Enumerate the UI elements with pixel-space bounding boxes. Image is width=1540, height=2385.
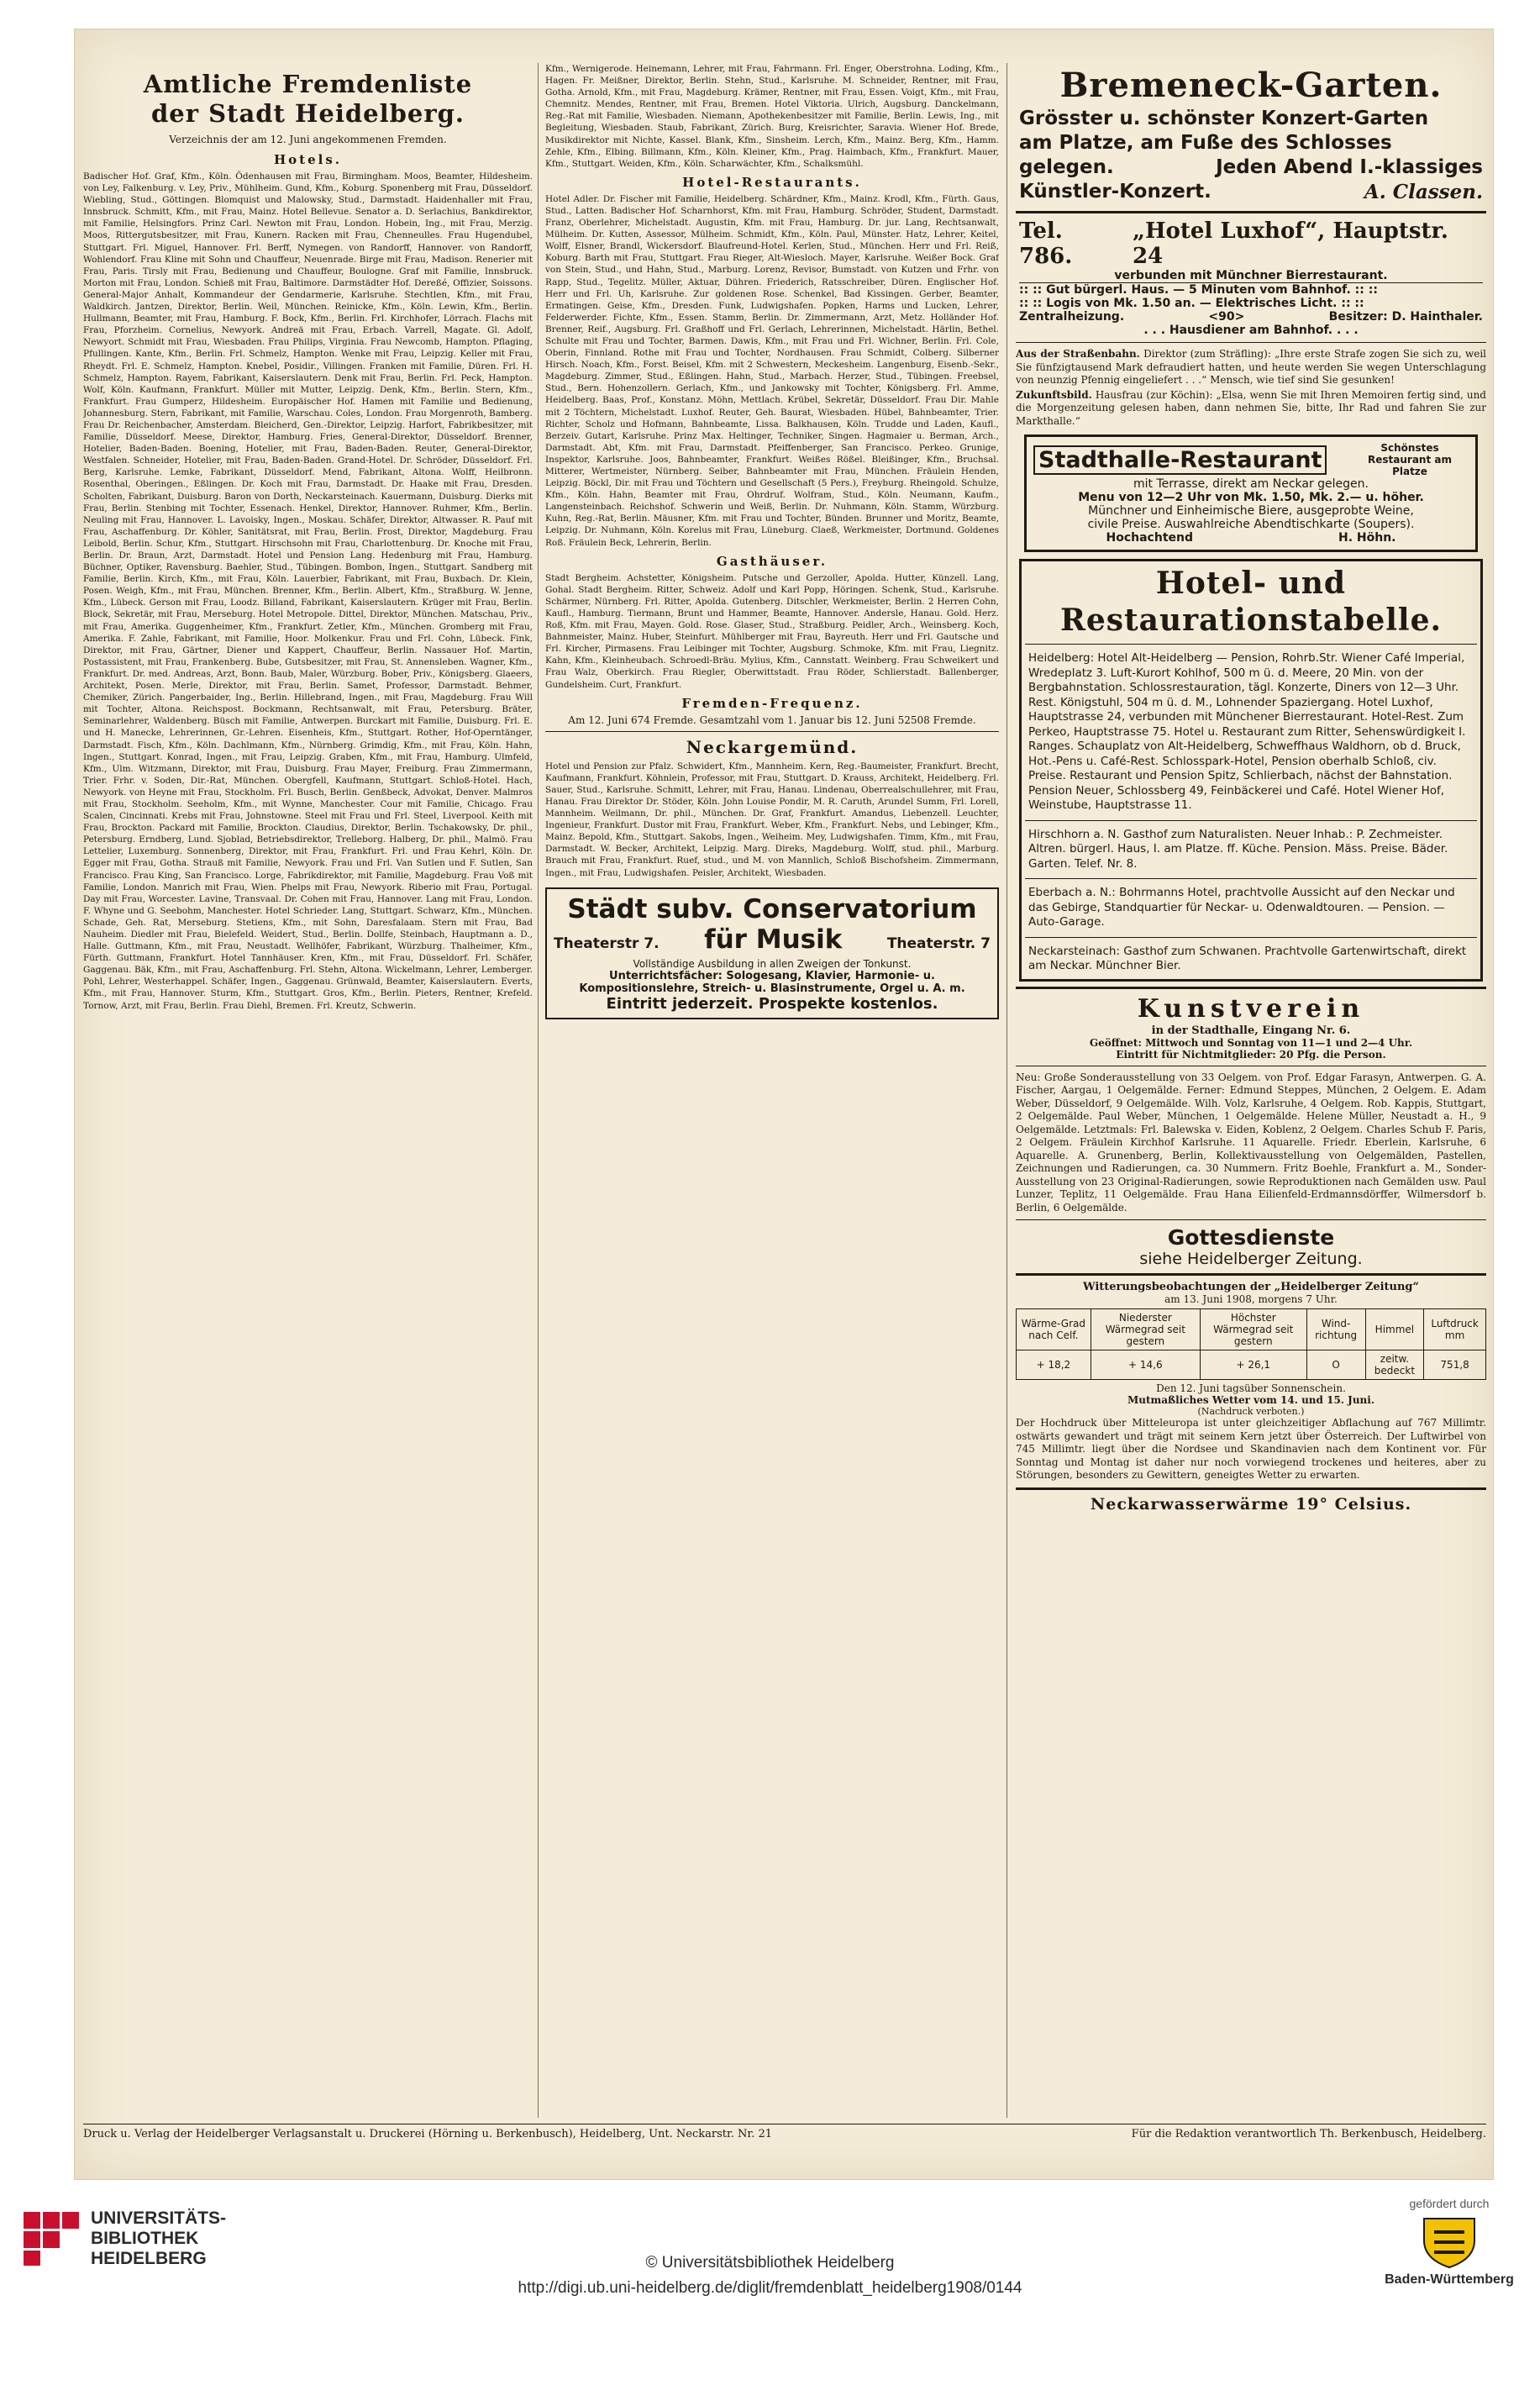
bremeneck-title: Bremeneck-Garten. xyxy=(1059,66,1443,105)
bremeneck-line1: Grösster u. schönster Konzert-Garten xyxy=(1019,108,1429,129)
gottesdienste-subtitle: siehe Heidelberger Zeitung. xyxy=(1139,1250,1363,1268)
luxhof-line5: . . . Hausdiener am Bahnhof. . . . xyxy=(1143,324,1359,337)
kunstverein-admission: Eintritt für Nichtmitglieder: 20 Pfg. die Person. xyxy=(1116,1048,1386,1061)
funding-logo xyxy=(1369,2197,1529,2288)
conservatory-description: Vollständige Ausbildung in allen Zweigen der Tonkunst. xyxy=(633,957,912,970)
column-rule xyxy=(538,63,539,2118)
stadthalle-line1: mit Terrasse, direkt am Neckar gelegen. xyxy=(1133,477,1369,491)
hotel-table-box xyxy=(1019,559,1483,982)
anecdote-text-1: Direktor (zum Sträfling): „Ihre erste Strafe zogen Sie sich zu, weil Sie fünfzigtausend Mark defraudiert hatten, und heute werden Sie wegen Unterschlagung von neunzig Pfennig eingeliefert . . .“ Mensch, wie tief sind Sie gesunken! xyxy=(1016,348,1486,386)
weather-value-cell: + 18,2 xyxy=(1017,1350,1091,1380)
digitization-footer xyxy=(0,2192,1540,2385)
divider xyxy=(1016,987,1486,989)
hirschhorn-listing: Hirschhorn a. N. Gasthof zum Naturalisten. Neuer Inhab.: P. Zechmeister. Altren. bürgerl. Haus, I. am Platze. ff. Küche. Pension. Mäss. Preise. Bäder. Garten. Telef. Nr. 8. xyxy=(1028,827,1448,871)
divider xyxy=(545,731,999,732)
conservatory-address-left: Theaterstr 7. xyxy=(554,935,660,952)
luxhof-line2: :: :: Gut bürgerl. Haus. — 5 Minuten vom Bahnhof. :: :: xyxy=(1019,283,1378,297)
stadthalle-tagline: Schönstes Restaurant am Platze xyxy=(1368,442,1452,477)
stadthalle-sign-right: H. Höhn. xyxy=(1338,531,1396,545)
gottesdienste-title: Gottesdienste xyxy=(1167,1225,1335,1250)
luxhof-owner: Besitzer: D. Hainthaler. xyxy=(1328,310,1483,324)
hotel-table-title-line2: Restaurationstabelle. xyxy=(1059,603,1443,638)
neckarsteinach-listing: Neckarsteinach: Gasthof zum Schwanen. Prachtvolle Gartenwirtschaft, direkt am Neckar. Münchner Bier. xyxy=(1028,944,1467,972)
weather-header-cell: Luftdruck mm xyxy=(1424,1309,1486,1350)
frequency-text: Am 12. Juni 674 Fremde. Gesamtzahl vom 1. Januar bis 12. Juni 52508 Fremde. xyxy=(568,713,976,726)
hotel-table-title: Hotel- und xyxy=(1155,566,1347,601)
weather-header-cell: Wind-richtung xyxy=(1306,1309,1365,1350)
library-name-line3: HEIDELBERG xyxy=(91,2249,207,2268)
stadthalle-line4: civile Preise. Auswahlreiche Abendtischkarte (Soupers). xyxy=(1087,518,1415,531)
bremeneck-owner: A. Classen. xyxy=(1364,181,1483,203)
library-name-line2: BIBLIOTHEK xyxy=(91,2229,199,2248)
funding-label: gefördert durch xyxy=(1409,2197,1490,2210)
luxhof-name: „Hotel Luxhof“, Hauptstr. 24 xyxy=(1133,218,1448,269)
divider xyxy=(1016,1273,1486,1276)
column-middle xyxy=(545,63,999,2118)
bremeneck-ad xyxy=(1016,63,1486,206)
luxhof-ad xyxy=(1016,218,1486,337)
weather-subtitle: am 13. Juni 1908, morgens 7 Uhr. xyxy=(1164,1293,1338,1305)
anecdote-title-2: Zukunftsbild. xyxy=(1016,388,1092,401)
column-right xyxy=(1016,63,1486,2118)
conservatory-address-right: Theaterstr. 7 xyxy=(886,935,991,952)
guesthouse-guest-list: Stadt Bergheim. Achstetter, Königsheim. Putsche und Gerzoller, Apolda. Hutter, Künzell. Lang, Gohal. Stadt Bergheim. Ritter, Schweiz. Adolf und Karl Popp, Höringen. Schenk, Stud., Karlsruhe. Schärmer, Nürnberg. Frl. Ritter, Apolda. Gutenberg. Ditschler, Werkmeister, Berlin. 2 Herren Cohn, Kaufl., Hamburg. Tiermann, Brunt und Hammer, Beamte, Hannover. Andersle, Hanau. Gold. Herz. Roß, Kfm. mit Frau, Mayen. Gold. Rose. Glaser, Stud., Straßburg. Peidler, Arch., Weinsberg. Koch, Bahnmeister, Mainz. Huber, Steinfurt. Mühlberger mit Frau, Bayreuth. Herr und Frl. Gautsche und Frl. Kircher, Pirmasens. Frau Leibinger mit Tochter, Augsburg. Schmoke, Kfm. mit Frau, Liegnitz. Kahn, Kfm., Kleinheubach. Schroedl-Bräu. Mylius, Kfm., Cannstatt. Weinberg. Frau Schweikert und Frau Walz, Oberkirch. Frau Riegler, Oberwittstadt. Frau Röder, Schlierstadt. Ballenberger, Gundelsheim. Curt, Frankfurt. xyxy=(545,572,999,690)
weather-value-cell: zeitw. bedeckt xyxy=(1365,1350,1424,1380)
page-title-line2: der Stadt Heidelberg. xyxy=(151,99,465,128)
weather-value-cell: 751,8 xyxy=(1424,1350,1486,1380)
imprint-editor: Für die Redaktion verantwortlich Th. Berkenbusch, Heidelberg. xyxy=(1131,2128,1486,2140)
weather-header-cell: Himmel xyxy=(1365,1309,1424,1350)
conservatory-entry: Eintritt jederzeit. Prospekte kostenlos. xyxy=(606,994,938,1013)
weather-value-cell: + 26,1 xyxy=(1200,1350,1306,1380)
luxhof-tel: Tel. 786. xyxy=(1019,218,1073,269)
kunstverein-title: Kunstverein xyxy=(1137,993,1365,1024)
divider xyxy=(1025,878,1477,879)
anecdote-title-1: Aus der Straßenbahn. xyxy=(1016,348,1140,360)
kunstverein-location: in der Stadthalle, Eingang Nr. 6. xyxy=(1151,1024,1351,1037)
bremeneck-line2: am Platze, am Fuße des Schlosses xyxy=(1019,132,1392,154)
weather-forecast-text: Der Hochdruck über Mitteleuropa ist unter gleichzeitiger Abflachung auf 767 Millimtr. ostwärts gewandert und trägt mit seinem Kern jetzt über Österreich. Der Luftwirbel von 745 Millimtr. liegt über die Nordsee und Skandinavien nach dem Kontinent vor. Für Sonntag und Montag ist daher nur noch vorwiegend trockenes und heiteres, aber zu Störungen, besonders zu Gewittern, geneigtes Wetter zu erwarten. xyxy=(1016,1417,1486,1481)
page-title: Amtliche Fremdenliste xyxy=(143,70,473,98)
section-heading-neckargemuend: Neckargemünd. xyxy=(686,736,859,757)
copyright-notice: © Universitätsbibliothek Heidelberg xyxy=(645,2254,895,2272)
weather-sunshine: Den 12. Juni tagsüber Sonnenschein. xyxy=(1156,1382,1346,1394)
conservatory-subjects: Unterrichtsfächer: Sologesang, Klavier, Harmonie- u. Kompositionslehre, Streich- u. Blasinstrumente, Orgel u. A. m. xyxy=(579,969,965,995)
stadthalle-line2: Menu von 12—2 Uhr von Mk. 1.50, Mk. 2.— u. höher. xyxy=(1078,491,1424,504)
luxhof-mark: <90> xyxy=(1208,310,1245,324)
luxhof-line1: verbunden mit Münchner Bierrestaurant. xyxy=(1019,269,1483,283)
divider xyxy=(1016,1219,1486,1220)
conservatory-name: Städt subv. Conservatorium xyxy=(567,893,977,924)
section-heading-frequency: Fremden-Frequenz. xyxy=(681,695,863,711)
bremeneck-line4: Künstler-Konzert. xyxy=(1019,181,1212,203)
imprint-printer: Druck u. Verlag der Heidelberger Verlagsanstalt u. Druckerei (Hörning u. Berkenbusch), Heidelberg, Unt. Neckarstr. Nr. 21 xyxy=(83,2128,773,2140)
column-left xyxy=(83,63,533,2118)
divider xyxy=(1025,937,1477,938)
section-heading-hotels: Hotels. xyxy=(273,152,342,167)
section-heading-guesthouses: Gasthäuser. xyxy=(716,553,828,569)
stadthalle-name: Stadthalle-Restaurant xyxy=(1033,445,1327,475)
kunstverein-exhibitions: Neu: Große Sonderausstellung von 33 Oelgem. von Prof. Edgar Farasyn, Antwerpen. G. A. Fischer, Aargau, 1 Oelgemälde. Ferner: Edmund Steppes, München, 2 Oelgem. E. Adam Weber, Düsseldorf, 9 Oelgemälde. Wilh. Volz, Karlsruhe, 4 Oelgem. Rob. Kappis, Stuttgart, 2 Oelgemälde. Paul Weber, München, 1 Oelgemälde. Helene Müller, Neustadt a. H., 9 Oelgemälde. Letztmals: Frl. Balewska v. Eiden, Koblenz, 2 Oelgem. Charles Schub F. Paris, 2 Oelgem. Fräulein Kirchhof Karlsruhe. 11 Aquarelle. Friedr. Eberlein, Karlsruhe, 6 Aquarelle. A. Grunenberg, Berlin, Kollektivausstellung von Oelgemälden, Pastellen, Zeichnungen und Radierungen, ca. 30 Nummern. Fritz Boehle, Frankfurt a. M., Sonder-Ausstellung von 23 Original-Radierungen, sowie Reproduktionen nach Gemälden usw. Paul Lunzer, Teplitz, 11 Oelgemälde. Frau Hana Eilienfeld-Erdmannsdörffer, Wilmersdorf b. Berlin, 6 Oelgemälde. xyxy=(1016,1071,1486,1214)
bremeneck-line3-right: Jeden Abend I.-klassiges xyxy=(1216,156,1483,178)
weather-forecast-title: Mutmaßliches Wetter vom 14. und 15. Juni. xyxy=(1127,1394,1375,1406)
heidelberg-listing: Heidelberg: Hotel Alt-Heidelberg — Pension, Rohrb.Str. Wiener Café Imperial, Wredeplatz 3. Luft-Kurort Kohlhof, 500 m ü. d. Meere, 20 Min. von der Bergbahnstation. Schlossrestauration, tägl. Konzerte, Diners von 12—3 Uhr. Rest. Königstuhl, 504 m ü. d. M., Lohnender Spaziergang. Hotel Luxhof, Hauptstrasse 24, verbunden mit Münchener Bierrestaurant. Hotel-Rest. Zum Perkeo, Hauptstrasse 75. Hotel u. Restaurant zum Ritter, Sehenswürdigkeit I. Ranges. Schauplatz von Alt-Heidelberg, Schweffhaus Waldhorn, ob d. Bruck, Hot.-Pens u. Café-Rest. Schlosspark-Hotel, Pension oberhalb Schloß, civ. Preise. Restaurant und Pension Spitz, Schlierbach, nächst der Bahnstation. Pension Neuer, Schlossberg 49, Feinbäckerei und Café. Hotel Wiener Hof, Weinstube, Hauptstrasse 11. xyxy=(1028,651,1466,812)
anecdote-text-2: Hausfrau (zur Köchin): „Elsa, wenn Sie mit Ihren Memoiren fertig sind, und die Morgenzeitung gelesen haben, dann nehmen Sie, bitte, Ihr Rad und fahren Sie zur Markthalle.“ xyxy=(1016,388,1486,427)
weather-header-cell: Höchster Wärmegrad seit gestern xyxy=(1200,1309,1306,1350)
list-subtitle: Verzeichnis der am 12. Juni angekommenen Fremden. xyxy=(169,134,447,145)
conservatory-subject: für Musik xyxy=(704,924,843,955)
neckar-water-temperature: Neckarwasserwärme 19° Celsius. xyxy=(1090,1494,1412,1514)
weather-title: Witterungsbeobachtungen der „Heidelberger Zeitung“ xyxy=(1082,1281,1420,1293)
kunstverein-hours: Geöffnet: Mittwoch und Sonntag von 11—1 und 2—4 Uhr. xyxy=(1089,1036,1413,1049)
weather-table xyxy=(1016,1308,1486,1380)
newspaper-page xyxy=(74,29,1494,2180)
weather-header-cell: Wärme-Grad nach Celf. xyxy=(1017,1309,1091,1350)
conservatory-ad xyxy=(545,887,999,1019)
divider xyxy=(1016,342,1486,343)
stadthalle-sign-left: Hochachtend xyxy=(1106,531,1193,545)
bremeneck-line3-left: gelegen. xyxy=(1019,156,1114,178)
neckargemuend-guest-list: Hotel und Pension zur Pfalz. Schwidert, Kfm., Mannheim. Kern, Reg.-Baumeister, Frankfurt. Brecht, Kaufmann, Frankfurt. Köhnlein, Professor, mit Frau, Stuttgart. D. Krauss, Architekt, Heidelberg. Frl. Sauer, Stud., Karlsruhe. Schmitt, Lehrer, mit Frau, Hanau. Lindenau, Oberrealschullehrer, mit Frau, Hanau. Frau Direktor Dr. Stöder, Köln. John Louise Pondir, M. R. Caruth, Arundel Summ, Frl. Lorell, Mannheim. Weilmann, Dr. phil., München. Dr. Graf, Frankfurt. Amandus, Liebenzell. Leuchter, Ingenieur, Frankfurt. Dustor mit Frau, Frankfurt. Weber, Kfm., Frankfurt. Nebs, und Lebinger, Kfm., Mainz. Bepold, Kfm., Stuttgart. Sakobs, Ingen., Weiheim. Mey, Ludwigshafen. Timm, Kfm., mit Frau, Darmstadt. W. Becker, Architekt, Leipzig. Marg. Direks, Magdeburg. Wolff, stud. phil., Marburg. Brauch mit Frau, Frankfurt. Ruef, stud., und M. von Mannlich, Schloß Bischofsheim. Zimmermann, Ingen., mit Frau, Ludwigshafen. Peisler, Architekt, Wiesbaden. xyxy=(545,761,999,878)
guest-list-continued: Kfm., Wernigerode. Heinemann, Lehrer, mit Frau, Fahrmann. Frl. Enger, Oberstrohna. Loding, Kfm., Hagen. Fr. Meißner, Direktor, Berlin. Stehn, Stud., Karlsruhe. M. Schneider, Rentner, mit Frau, Gotha. Arnold, Kfm., mit Frau, Magdeburg. Krämer, Rentner, mit Frau, Essen. Voigt, Kfm., mit Frau, Chemnitz. Mendes, Rentner, mit Frau, Bremen. Hotel Viktoria. Ulrich, Augsburg. Danckelmann, Reg.-Rat mit Familie, Wiesbaden. Niemann, Apothekenbesitzer mit Familie, Berlin. Lewis, Ing., mit Begleitung, Wiesbaden. Staub, Fabrikant, Zürich. Burg, Kreisrichter, Saravia. Wiener Hof. Brede, Musikdirektor mit Nichte, Kassel. Blank, Kfm., Sinsheim. Lerch, Kfm., Mainz. Berg, Kfm., Hamm. Zehle, Kfm., Elbing. Billmann, Kfm., Köln. Kleiner, Kfm., Prag. Haimbach, Kfm., Frankfurt. Mauer, Kfm., Stuttgart. Weiden, Kfm., Köln. Scharwächter, Kfm., Schalksmühl. xyxy=(545,64,999,169)
state-name: Baden-Württemberg xyxy=(1385,2272,1514,2287)
weather-header-cell: Niederster Wärmegrad seit gestern xyxy=(1091,1309,1200,1350)
luxhof-heating: Zentralheizung. xyxy=(1019,310,1125,324)
stadthalle-line3: Münchner und Einheimische Biere, ausgeprobte Weine, xyxy=(1088,504,1414,518)
source-url[interactable]: http://digi.ub.uni-heidelberg.de/diglit/fremdenblatt_heidelberg1908/0144 xyxy=(518,2279,1022,2297)
guest-list-text: Badischer Hof. Graf, Kfm., Köln. Ödenhausen mit Frau, Birmingham. Moos, Beamter, Hildesheim. von Ley, Falkenburg. v. Ley, Priv., Mühlheim. Gund, Kfm., Koburg. Sponenberg mit Frau, Düsseldorf. Wiebling, Stud., Göttingen. Blomquist und Malowsky, Stud., Darmstadt. Haidenhaller mit Frau, Innsbruck. Schmitt, Kfm., mit Frau, Mainz. Hotel Bellevue. Senator a. D. Serlachius, Bankdirektor, mit Familie, Helsingfors. Prinz Carl. Newton mit Frau, London. Hobein, Ing., mit Frau, Merzig. Moos, Rittergutsbesitzer, mit Frau, Kunern. Racken mit Frau, Chenneulles. Frau Hugendubel, Stuttgart. Frl. Miguel, Hannover. Frl. Berff, Nymegen. von Randorff, Hannover. von Randorff, Wohlendorf. Frau Kline mit Sohn und Chauffeur, Neuenrade. Birge mit Frau, Madison. Renerier mit Frau, Paris. Tirsly mit Frau, Bedienung und Chauffeur, Boulogne. Graf mit Familie, Innsbruck. Morton mit Frau, London. Schieß mit Frau, Baltimore. Darmstädter Hof. Dereßé, Offizier, Soissons. General-Major Anhalt, Kommandeur der Gendarmerie, Karlsruhe. Stechtlen, Kfm., mit Frau, Waldkirch. Jantzen, Direktor, Berlin. Weil, München. Reinicke, Kfm., Köln. Lewin, Kfm., Berlin. Hullmann, Beamter, mit Frau, Hamburg. F. Bock, Kfm., Berlin. Frl. Kirchhofer, Lörrach. Flachs mit Frau, Pforzheim. Cornelius, Newyork. Andreä mit Frau, Erbach. Varrell, Magate. Gl. Adolf, Newyort. Schmidt mit Frau, Wiesbaden. Frau Philips, Virginia. Frau Newcomb, Hampton. Pflaging, Pfullingen. Kante, Kfm., Berlin. Frl. Schmelz, Hampton. Wenke mit Frau, Leipzig. Keller mit Frau, Rheydt. Frl. E. Schmelz, Hampton. Knebel, Posidir., Villingen. Franken mit Familie, Düren. Frl. H. Schmelz, Hampton. Rayem, Fabrikant, Kaiserslautern. Denk mit Frau, Berlin. Frl. Peck, Hampton. Wolf, Köln. Kaufmann, Frankfurt. Müller mit Mutter, Leipzig. Denk, Kfm., Berlin. Stern, Kfm., Frankfurt. Frau Gumperz, Hildesheim. Europäischer Hof. Hamen mit Familie und Bedienung, Johannesburg. Stern, Fabrikant, mit Familie, Warschau. Coles, London. Frau Morgenroth, Bamberg. Frau Dr. Reichenbacher, Amsterdam. Bleicherd, Gen.-Direktor, Leipzig. Harfort, Fabrikbesitzer, mit Familie, Düsseldorf. Meese, Direktor, Hamburg. Fries, General-Direktor, Düsseldorf. Brenner, Hotelier, Baden-Baden. Boening, Hotelier, mit Frau, Baden-Baden. Reuter, General-Direktor, Westfalen. Schneider, Hotelier, mit Frau, Baden-Baden. Grand-Hotel. Dr. Schröder, Düsseldorf. Frl. Berg, Karlsruhe. Lemke, Fabrikant, Düsseldorf. Mend, Fabrikant, Altona. Wolff, Heilbronn. Rosenthal, Oberingen., Eßlingen. Dr. Koch mit Frau, Darmstadt. Dr. Haake mit Frau, Dresden. Scholten, Fabrikant, Duisburg. Baron von Dorth, Neckarsteinach. Kauermann, Duisburg. Dierks mit Frau, Berlin. Stenbing mit Tochter, Essenach. Henkel, Direktor, Hannover. Ruhmer, Kfm., Berlin. Neuling mit Frau, Hannover. L. Lavoisky, Ingen., Moskau. Schäfer, Direktor, Altwasser. R. Pauf mit Frau, Aschaffenburg. Dr. Köhler, Sanitätsrat, mit Frau, Berlin. Frost, Direktor, Magdeburg. Frau Leibold, Berlin. Schur, Kfm., Stuttgart. Hirschsohn mit Frau, Charlottenburg. Dr. Knoche mit Frau, Berlin. Dr. Braun, Arzt, Darmstadt. Hotel und Pension Lang. Hedenburg mit Frau, Hamburg. Büchner, Optiker, Ravensburg. Baehler, Stud., Tübingen. Bombon, Ingen., Stuttgart. Sandberg mit Familie, Berlin. Kirch, Kfm., mit Frau, Köln. Lauerbier, Fabrikant, mit Frau, Buxbach. Dr. Klein, Posen. Weigh, Kfm., mit Frau, München. Brenner, Kfm., Berlin. Albert, Kfm., Straßburg. W. Jenne, Kfm., Lübeck. Gerson mit Frau, Loodz. Billand, Fabrikant, Kaiserslautern. Krüger mit Frau, Berlin. Block, Sekretär, mit Frau, Merseburg. Hotel Metropole. Dittel, Direktor, München. Matschau, Priv., mit Frau, Amerika. Guggenheimer, Kfm., Frankfurt. Zetler, Kfm., München. Gromberg mit Frau, Amerika. F. Zahle, Fabrikant, mit Familie, Hoor. Molkenkur. Frau und Frl. Cohn, Lübeck. Fink, Direktor, mit Frau, Gärtner, Diener und Kappert, Chauffeur, Berlin. Nassauer Hof. Martin, Postassistent, mit Frau, Frankenberg. Bube, Gutsbesitzer, mit Frau, St. Annensleben. Wagner, Kfm., Frankfurt. Dr. med. Andreas, Arzt, Bonn. Baub, Maler, Würzburg. Bober, Priv., Königsberg. Glaeers, Architekt, Posen. Merle, Direktor, mit Frau, Berlin. Samet, Professor, Darmstadt. Behmer, Chemiker, Zürich. Pangerbaider, Ing., Berlin. Hillebrand, Ingen., mit Frau, Magdeburg. Frau Will mit Tochter, Altona. Reichspost. Bockmann, Rechtsanwalt, mit Frau, Petersburg. Bräter, Seminarlehrer, Waldenberg. Büsch mit Familie, Antwerpen. Burckart mit Familie, Duisburg. Frl. E. und H. Manecke, Lehrerinnen, Gr.-Lehren. Eisenheis, Kfm., Stuttgart. Rother, Hof-Operntänger, Darmstadt. Fisch, Kfm., Köln. Dachlmann, Kfm., Nürnberg. Grimdig, Kfm., mit Frau, Köln. Hahn, Ingen., Stuttgart. Konrad, Ingen., mit Frau, Leipzig. Graben, Kfm., mit Frau, Hamburg. Ulmfeld, Kfm., Ulm. Witzmann, Direktor, mit Frau, Duisburg. Frau Mayer, Freiburg. Frau Zimmermann, Trier. Frhr. v. Soden, Dir.-Rat, München. Obergfell, Kaufmann, Stuttgart. Schloß-Hotel. Hach, Newyork. von Heyne mit Frau, Stockholm. Frl. Busch, Berlin. Genßbeck, Advokat, Denver. Malmros mit Frau, Stockholm. Seeholm, Kfm., mit Wynne, Manchester. Cour mit Familie, Chicago. Frau Scalen, Cincinnati. Krebs mit Frau, Johnstowne. Steel mit Frau und Frl. Steel, Liverpool. Keith mit Frau, Brockton. Packard mit Familie, Brockton. Claudius, Direktor, Berlin. Tschakowsky, Dr. phil., Petersburg. Erndberg, Lund. Sjoblad, Betriebsdirektor, Trelleborg. Halberg, Dr. phil., Malmö. Frau Lettelier, Luxemburg. Sonnenberg, Direktor, mit Frau, Frankfurt. Frl. und Frau Kehrl, Köln. Dr. Egger mit Frau, Gotha. Strauß mit Familie, Newyork. Frau und Frl. Van Sutlen und F. Sutlen, San Francisco. Frau King, San Francisco. Lorge, Fabrikdirektor, mit Familie, Magdeburg. Frau Voß mit Familie, London. Manrich mit Frau, Wien. Phelps mit Frau, Newyork. Riberio mit Frau, Portugal. Day mit Frau, Worcester. Lavine, Transvaal. Dr. Cohen mit Frau, Hannover. Lang mit Frau, London. F. Whyne und G. Seebohm, Manchester. Hotel Schrieder. Lang, Stuttgart. Schwarz, Kfm., München. Schade, Geh. Rat, Merseburg. Stetiens, Kfm., mit Sohn, Daresfalaam. Stern mit Frau, Bad Nauheim. Diedler mit Frau, Bielefeld. Weidert, Stud., Berlin. Dollfe, Steinbach, Hauptmann a. D., Halle. Guttmann, Kfm., mit Frau, Neustadt. Wellhöfer, Fabrikant, Würzburg. Thalheimer, Kfm., Fürth. Guttmann, Frankfurt. Hotel Tannhäuser. Kren, Kfm., mit Frau, Düsseldorf. Frl. Schäfer, Gaggenau. Bäk, Kfm., mit Frau, Aschaffenburg. Frl. Stehn, Altona. Wickelmann, Lehrer, Lemberger. Pohl, Lehrer, Westerhappel. Schäfer, Ingen., Gaggenau. Grünwald, Beamter, Kaiserslautern. Everts, Kfm., mit Frau, Hannover. Sturm, Kfm., Stuttgart. Gros, Kfm., Berlin. Pieters, Rentner, Krefeld. Tornow, Arzt, mit Frau, Berlin. Frau Diehl, Bremen. Frl. Kreutz, Schwerin. xyxy=(83,171,533,1011)
divider xyxy=(1025,644,1477,645)
weather-forecast-note: (Nachdruck verboten.) xyxy=(1197,1406,1305,1417)
divider xyxy=(1016,1487,1486,1490)
weather-value-cell: O xyxy=(1306,1350,1365,1380)
eberbach-listing: Eberbach a. N.: Bohrmanns Hotel, prachtvolle Aussicht auf den Neckar und das Gebirge, Standquartier für Neckar- u. Odenwaldtouren. — Pension. — Auto-Garage. xyxy=(1028,886,1455,929)
weather-value-cell: + 14,6 xyxy=(1091,1350,1200,1380)
library-name-line1: UNIVERSITÄTS- xyxy=(91,2209,227,2228)
state-coat-of-arms-icon xyxy=(1416,2215,1483,2269)
imprint-footer xyxy=(83,2124,1486,2140)
divider xyxy=(1016,211,1486,213)
stadthalle-ad xyxy=(1024,434,1478,552)
restaurant-guest-list: Hotel Adler. Dr. Fischer mit Familie, Heidelberg. Schärdner, Kfm., Mainz. Krodl, Kfm., Fürth. Gaus, Stud., Latten. Badischer Hof. Scharnhorst, Kfm. mit Frau, Hamburg. Schröder, Student, Darmstadt. Franz, Oberlehrer, Michelstadt. Augustin, Kfm. mit Frau, Hamburg. Dr. jur. Lang, Rechtsanwalt, Mülheim. Dr. Kutten, Assessor, Mülheim. Schmidt, Kfm., Köln. Paul, Münster. Hatz, Lehrer, Keitel, Wolff, Elsner, Brandl, Wickersdorf. Blaufreund-Hotel. Kerlen, Stud., München. Herr und Frl. Reiß, Koburg. Barth mit Frau, Stuttgart. Frau Rieger, Alt-Wiesloch. Mayer, Karlsruhe. Weißer Bock. Graf von Stein, Stud., und Hahn, Stud., Marburg. Lorenz, Revisor, Bumstadt. von Kutzen und Frhr. von Rapp, Stud., Tegelitz. Müller, Aktuar, Dühren. Friederich, Ratsschreiber, Düren. Englischer Hof. Herr und Frl. Uh, Karlsruhe. Zur goldenen Rose. Schenkel, Bad Kissingen. Gerber, Beamter, Ermatingen. Geise, Kfm., Dresden. Funk, Ludwigshafen. Popken, Harms und Lucken, Lehrer, Felderwerder. Fichte, Kfm., Essen. Stamm, Berlin. Dr. Zimmermann, Arzt, Metz. Holländer Hof. Brenner, Reif., Augsburg. Frl. Graßhoff und Frl. Gerlach, Lehrerinnen, Michelstadt. Härlin, Bethel. Schulte mit Frau und Tochter, Barmen. Dawis, Kfm., mit Frau und Frl. Wichner, Berlin. Frl. Cole, Oberin, Finnland. Rothe mit Frau und Tochter, Nordhausen. Frau Schmidt, Colberg. Silberner Hirsch. Noach, Kfm., Forst. Beisel, Kfm. mit 2 Schwestern, Meckesheim. Langenburg, Eisenb.-Sekr., Magdeburg. Zimmer, Stud., Eßlingen. Hahn, Stud., Marbach. Herzer, Stud., Tübingen. Freebsel, Stud., Bern. Hohenzollern. Gerlach, Kfm., und Jankowsky mit Tochter, Königsberg. Frl. Amme, Heidelberg. Baas, Prof., Konstanz. Möhn, Mettlach. Krübel, Sekretär, Düsseldorf. Frau Dir. Mahle mit 2 Töchtern, Michelstadt. Luxhof. Reuter, Geh. Baurat, Wiesbaden. Hübel, Bahnbeamter, Trier. Richter, Scholz und Hofmann, Bahnbeamte, Lissa. Balkhausen, Köln. Trudde und Laden, Kaufl., Berzeiv. Gutart, Karlsruhe. Prinz Max. Heltinger, Techniker, Singen. Hagmaier u. Berman, Arch., Darmstadt. Abt, Kfm. mit Frau, Darmstadt. Pfeiffenberger, San Francisco. Perkeo. Grunige, Inspektor, Karlsruhe. Joos, Bahnbeamter, Frankfurt. Weißes Rößel. Bleißinger, Kfm., Bruchsal. Mitterer, Wertmeister, Nürnberg. Seiber, Bahnbeamter mit Frau, München. Fräulein Henden, Leipzig. Böckl, Dir. mit Frau und Töchtern und Gesellschaft (5 Pers.), Freyburg. Rheingold. Schulze, Kfm., Köln. Hahn, Beamter mit Frau, Ohrdruf. Wolfram, Stud., Köln. Neumann, Kaufm., Langensteinbach. Reichshof. Schwerin und Weiß, Berlin. Dr. Nuhmann, Köln. Stamm, Würzburg. Kuhn, Reg.-Rat, Berlin. Mäusner, Kfm. mit Frau und Tochter, Bünden. Brunner und Moritz, Beamte, Leipzig. Dr. Nuhmann, Köln. Korelus mit Frau, Lüneburg. Claeß, Werkmeister, Dortmund. Goldenes Roß. Fräulein Beck, Lehrerin, Berlin. xyxy=(545,193,999,548)
section-heading-restaurants: Hotel-Restaurants. xyxy=(682,174,862,190)
luxhof-line3: :: :: Logis von Mk. 1.50 an. — Elektrisches Licht. :: :: xyxy=(1019,297,1364,310)
divider xyxy=(1025,820,1477,821)
